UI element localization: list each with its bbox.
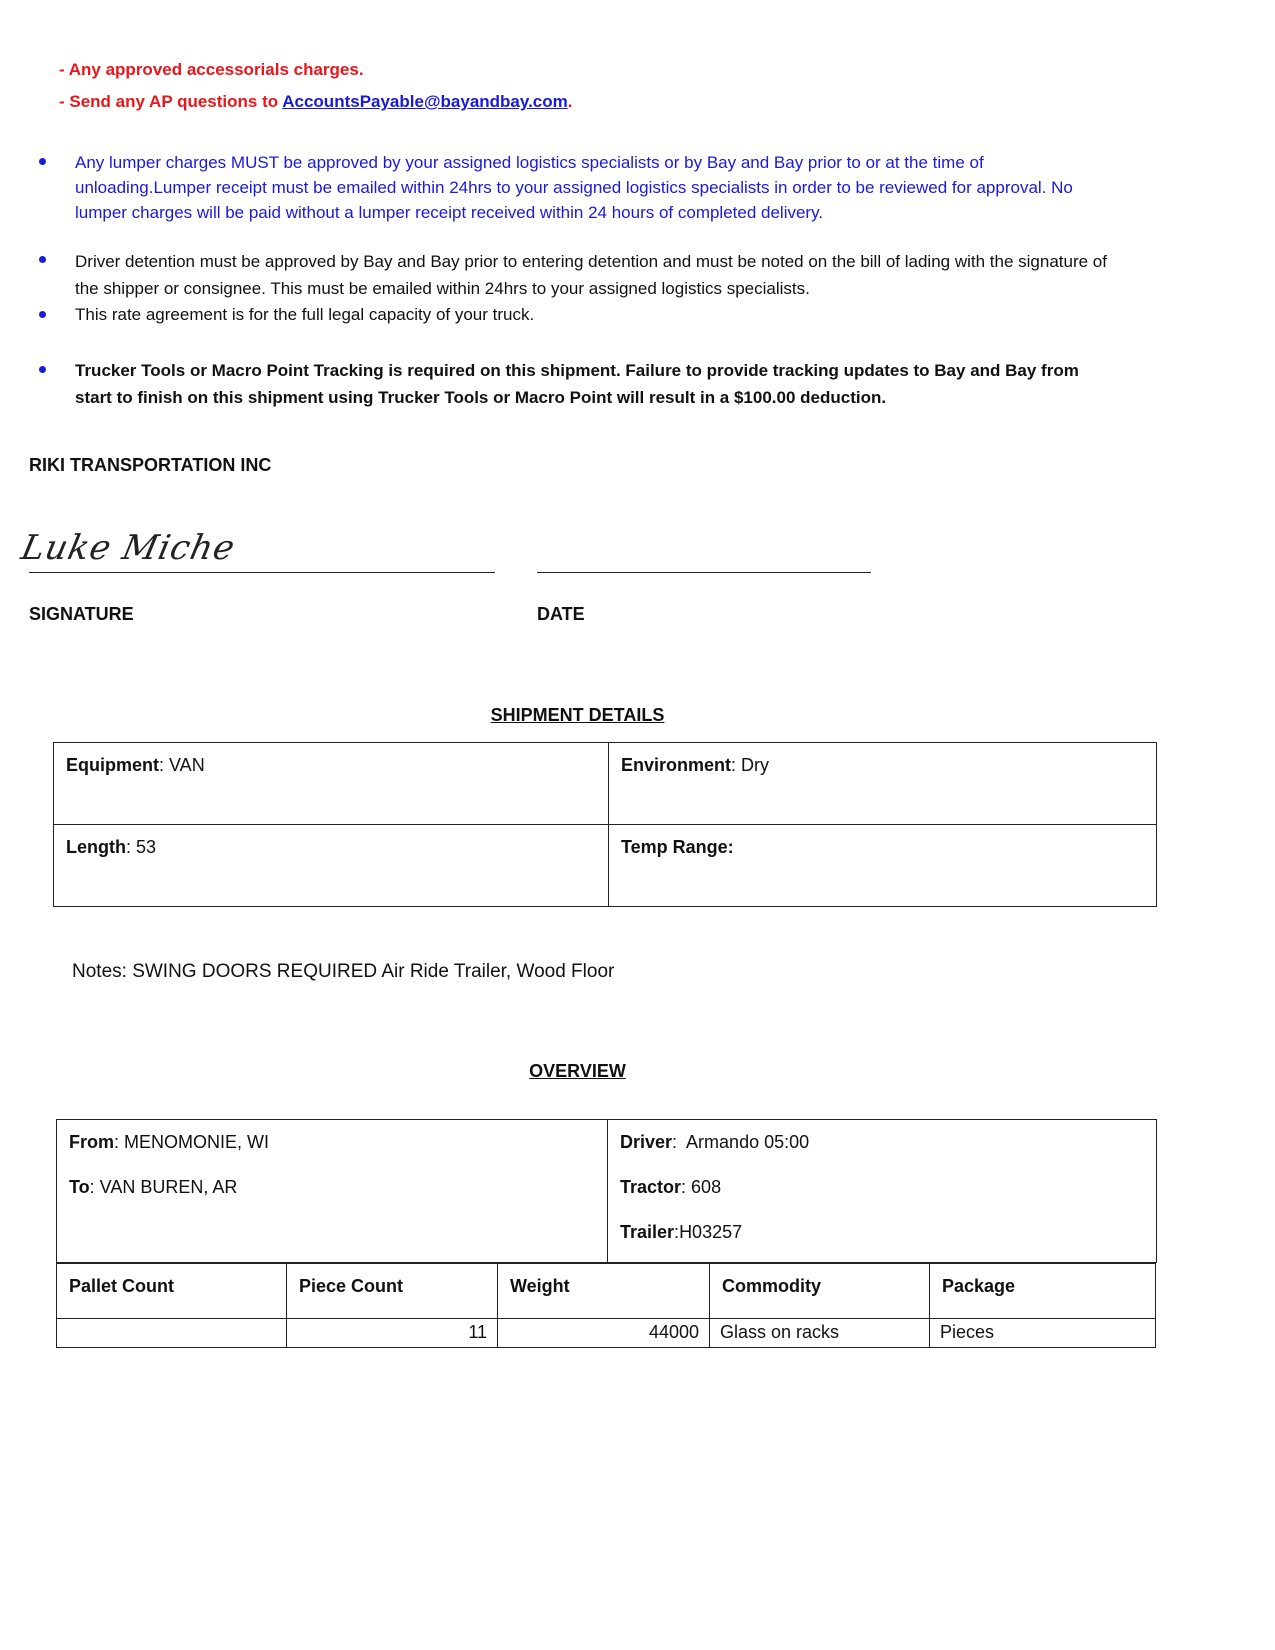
environment-value: Dry xyxy=(741,755,770,775)
package-cell: Pieces xyxy=(930,1319,1156,1348)
overview-section xyxy=(0,1061,1155,1082)
shipment-notes: Notes: SWING DOORS REQUIRED Air Ride Trailer, Wood Floor xyxy=(72,961,615,982)
environment-label: Environment xyxy=(621,755,732,775)
driver-value: Armando 05:00 xyxy=(686,1132,810,1152)
bullet-icon xyxy=(39,256,46,263)
overview-title: OVERVIEW xyxy=(529,1061,626,1081)
tractor-line: Tractor: 608 xyxy=(620,1177,722,1197)
col-header-pallet-count: Pallet Count xyxy=(57,1264,287,1319)
tractor-label: Tractor xyxy=(620,1177,682,1197)
trailer-line: Trailer:H03257 xyxy=(620,1222,743,1242)
driver-label: Driver xyxy=(620,1132,673,1152)
shipment-details-title: SHIPMENT DETAILS xyxy=(490,705,665,725)
ap-questions-prefix: - Send any AP questions to xyxy=(59,92,283,111)
signature-line xyxy=(29,572,495,573)
carrier-name: RIKI TRANSPORTATION INC xyxy=(29,455,272,475)
temp-range-label: Temp Range: xyxy=(621,837,734,857)
bullet-icon xyxy=(39,158,46,165)
table-row xyxy=(57,1319,1156,1348)
equipment-value: VAN xyxy=(169,755,205,775)
from-line: From: MENOMONIE, WI xyxy=(69,1132,270,1152)
col-header-weight: Weight xyxy=(498,1264,710,1319)
equipment-label: Equipment xyxy=(66,755,159,775)
ap-questions-line xyxy=(59,92,573,112)
to-line: To: VAN BUREN, AR xyxy=(69,1177,238,1197)
commodity-cell: Glass on racks xyxy=(710,1319,930,1348)
length-label: Length xyxy=(66,837,126,857)
load-details-table xyxy=(56,1263,1156,1348)
equipment-assignment-cell xyxy=(608,1120,1157,1263)
overview-route-table xyxy=(56,1119,1157,1263)
weight-cell: 44000 xyxy=(498,1319,710,1348)
capacity-term: This rate agreement is for the full legal capacity of your truck. xyxy=(75,305,535,324)
equipment-cell: Equipment: VAN xyxy=(54,743,609,825)
ap-questions-suffix: . xyxy=(567,92,573,111)
accessorials-line: - Any approved accessorials charges. xyxy=(59,60,364,79)
to-label: To xyxy=(69,1177,90,1197)
pallet-count-cell xyxy=(57,1319,287,1348)
length-value: 53 xyxy=(136,837,157,857)
driver-line: Driver: Armando 05:00 xyxy=(620,1132,810,1152)
date-line xyxy=(537,572,871,573)
trailer-label: Trailer xyxy=(620,1222,675,1242)
length-cell: Length: 53 xyxy=(54,825,609,907)
trailer-value: H03257 xyxy=(679,1222,743,1242)
environment-cell: Environment: Dry xyxy=(609,743,1157,825)
bullet-icon xyxy=(39,311,46,318)
piece-count-cell: 11 xyxy=(287,1319,498,1348)
temp-range-cell xyxy=(609,825,1157,907)
detention-term: Driver detention must be approved by Bay and Bay prior to entering detention and must be noted on the bill of lading with the signature of the shipper or consignee. This must be emailed within 24hrs to your assigned logistics specialists. xyxy=(75,252,1107,298)
signature-label: SIGNATURE xyxy=(29,604,134,624)
to-value: VAN BUREN, AR xyxy=(99,1177,238,1197)
ap-email-link[interactable]: AccountsPayable@bayandbay.com xyxy=(282,92,568,111)
route-cell xyxy=(57,1120,608,1263)
bullet-icon xyxy=(39,366,46,373)
col-header-piece-count: Piece Count xyxy=(287,1264,498,1319)
from-value: MENOMONIE, WI xyxy=(124,1132,270,1152)
tracking-term: Trucker Tools or Macro Point Tracking is required on this shipment. Failure to provide tracking updates to Bay and Bay from start to finish on this shipment using Trucker Tools or Macro Point will result in a $100.00 deduction. xyxy=(75,361,1079,407)
date-label: DATE xyxy=(537,604,585,624)
shipment-details-section xyxy=(0,705,1155,726)
col-header-commodity: Commodity xyxy=(710,1264,930,1319)
shipment-details-table xyxy=(53,742,1157,907)
col-header-package: Package xyxy=(930,1264,1156,1319)
lumper-term: Any lumper charges MUST be approved by your assigned logistics specialists or by Bay and Bay prior to or at the time of unloading.Lumper receipt must be emailed within 24hrs to your assigned logistics specialists in order to be reviewed for approval. No lumper charges will be paid without a lumper receipt received within 24 hours of completed delivery. xyxy=(75,153,1073,222)
signature-image: Luke Miche xyxy=(17,528,240,568)
from-label: From xyxy=(69,1132,114,1152)
tractor-value: 608 xyxy=(691,1177,722,1197)
